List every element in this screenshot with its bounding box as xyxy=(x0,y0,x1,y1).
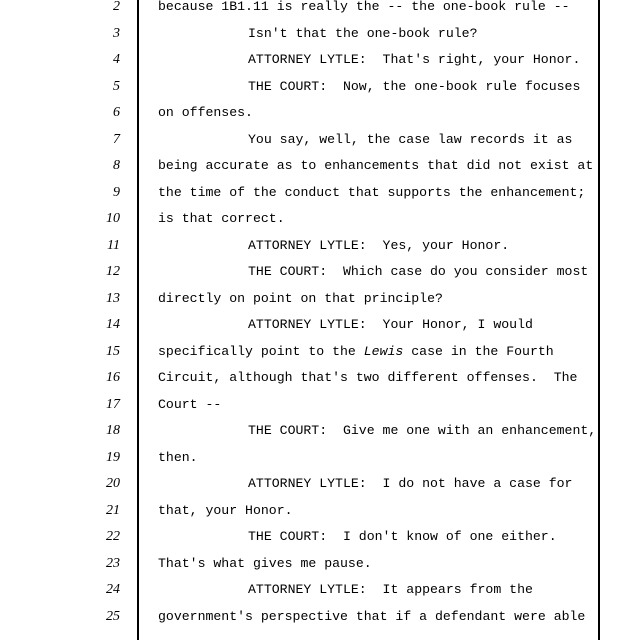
line-text: government's perspective that if a defendant were able xyxy=(158,608,586,624)
line-number: 8 xyxy=(113,158,120,173)
line-number: 22 xyxy=(106,529,120,544)
line-number: 16 xyxy=(106,370,120,385)
transcript-line xyxy=(0,392,640,418)
transcript-line xyxy=(0,551,640,577)
transcript-line xyxy=(0,21,640,47)
line-text-before-citation: specifically point to the xyxy=(158,343,364,359)
line-text: ATTORNEY LYTLE: That's right, your Honor. xyxy=(248,52,581,67)
line-text: THE COURT: Which case do you consider most xyxy=(248,264,589,279)
line-number: 4 xyxy=(113,52,120,67)
line-number: 5 xyxy=(113,78,120,94)
transcript-line xyxy=(0,233,640,259)
line-text: on offenses. xyxy=(158,105,253,120)
line-text: Court -- xyxy=(158,396,222,412)
transcript-line xyxy=(0,153,640,179)
transcript-line xyxy=(0,47,640,73)
line-text: the time of the conduct that supports the enhancement; xyxy=(158,184,586,200)
case-citation: Lewis xyxy=(363,343,404,359)
line-text: directly on point on that principle? xyxy=(158,290,443,306)
line-text: ATTORNEY LYTLE: Yes, your Honor. xyxy=(248,237,510,253)
line-text: ATTORNEY LYTLE: I do not have a case for xyxy=(248,476,573,491)
line-number: 24 xyxy=(106,582,120,597)
line-number: 3 xyxy=(113,25,120,41)
transcript-line xyxy=(0,418,640,444)
line-text: THE COURT: Now, the one-book rule focuses xyxy=(248,78,581,94)
transcript-line xyxy=(0,365,640,391)
line-number: 15 xyxy=(106,343,120,359)
line-number: 25 xyxy=(106,608,120,624)
transcript-line xyxy=(0,180,640,206)
line-text: is that correct. xyxy=(158,211,285,226)
line-text: THE COURT: I don't know of one either. xyxy=(248,529,557,544)
transcript-line xyxy=(0,604,640,630)
line-text: because 1B1.11 is really the -- the one-book rule -- xyxy=(158,0,570,14)
line-number: 11 xyxy=(107,237,120,253)
line-text: You say, well, the case law records it as xyxy=(248,131,573,147)
line-text: ATTORNEY LYTLE: It appears from the xyxy=(248,582,533,597)
line-text xyxy=(158,339,554,365)
transcript-line xyxy=(0,100,640,126)
line-number: 20 xyxy=(106,476,120,491)
transcript-line xyxy=(0,206,640,232)
line-text: Isn't that the one-book rule? xyxy=(248,25,478,41)
line-number: 9 xyxy=(113,184,120,200)
line-number: 23 xyxy=(106,555,120,571)
transcript-line xyxy=(0,259,640,285)
transcript-line xyxy=(0,498,640,524)
line-text: then. xyxy=(158,449,198,465)
transcript-line xyxy=(0,339,640,365)
line-number: 7 xyxy=(113,131,120,147)
line-number: 14 xyxy=(106,317,120,332)
line-number: 19 xyxy=(106,449,120,465)
line-number: 2 xyxy=(113,0,120,14)
line-number: 12 xyxy=(106,264,120,279)
line-text: that, your Honor. xyxy=(158,502,293,518)
line-number: 18 xyxy=(106,423,120,438)
line-number: 13 xyxy=(106,290,120,306)
line-text-after-citation: case in the Fourth xyxy=(403,343,554,359)
transcript-line xyxy=(0,312,640,338)
line-text: THE COURT: Give me one with an enhancement, xyxy=(248,423,597,438)
line-text: Circuit, although that's two different offenses. The xyxy=(158,370,578,385)
line-text: That's what gives me pause. xyxy=(158,555,372,571)
transcript-line xyxy=(0,127,640,153)
transcript-line xyxy=(0,524,640,550)
line-text: being accurate as to enhancements that did not exist at xyxy=(158,158,594,173)
transcript-line xyxy=(0,445,640,471)
transcript-line xyxy=(0,0,640,20)
transcript-line xyxy=(0,286,640,312)
transcript-line xyxy=(0,471,640,497)
line-number: 6 xyxy=(113,105,120,120)
line-text: ATTORNEY LYTLE: Your Honor, I would xyxy=(248,317,533,332)
line-number: 17 xyxy=(106,396,120,412)
transcript-line xyxy=(0,74,640,100)
transcript-line xyxy=(0,577,640,603)
line-number: 21 xyxy=(106,502,120,518)
line-number: 10 xyxy=(106,211,120,226)
